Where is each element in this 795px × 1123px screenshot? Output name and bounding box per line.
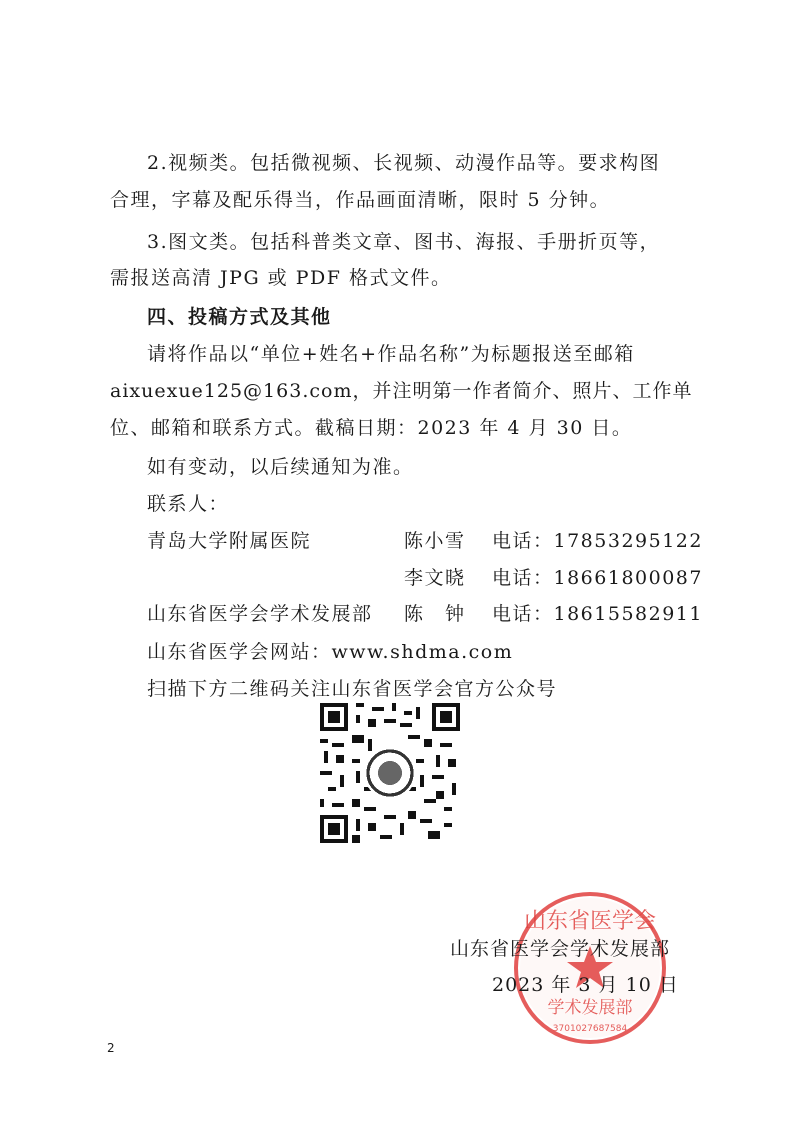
notice-line: 如有变动，以后续通知为准。 — [147, 456, 414, 478]
contact-name: 陈小雪 — [404, 530, 466, 552]
contact-name: 陈 钟 — [404, 603, 466, 625]
submission-line-1: 请将作品以“单位+姓名+作品名称”为标题报送至邮箱 — [147, 343, 635, 365]
page-number: 2 — [107, 1041, 115, 1055]
section-heading: 四、投稿方式及其他 — [147, 306, 332, 328]
contact-phone: 电话：17853295122 — [492, 530, 703, 552]
qr-caption: 扫描下方二维码关注山东省医学会官方公众号 — [147, 678, 558, 700]
signature-org: 山东省医学会学术发展部 — [450, 938, 671, 960]
seal-code: 3701027687584 — [552, 1024, 628, 1034]
contact-org: 青岛大学附属医院 — [147, 530, 312, 552]
contact-phone: 电话：18661800087 — [492, 567, 703, 589]
signature-date: 2023 年 3 月 10 日 — [492, 974, 679, 996]
seal-bottom-text: 学术发展部 — [547, 998, 633, 1018]
contact-label: 联系人： — [147, 493, 230, 515]
contact-org: 山东省医学会学术发展部 — [147, 603, 373, 625]
contact-name: 李文晓 — [404, 567, 466, 589]
website-line: 山东省医学会网站：www.shdma.com — [147, 641, 514, 663]
seal-top-text: 山东省医学会 — [523, 909, 657, 934]
contact-phone: 电话：18615582911 — [492, 603, 703, 625]
submission-line-3: 位、邮箱和联系方式。截稿日期：2023 年 4 月 30 日。 — [110, 417, 633, 439]
submission-line-2: aixuexue125@163.com，并注明第一作者简介、照片、工作单 — [110, 380, 693, 402]
paragraph-video-line-2: 合理，字幕及配乐得当，作品画面清晰，限时 5 分钟。 — [110, 189, 611, 211]
qr-code-image — [320, 703, 460, 843]
paragraph-video-line-1: 2.视频类。包括微视频、长视频、动漫作品等。要求构图 — [147, 152, 661, 174]
paragraph-graphic-line-1: 3.图文类。包括科普类文章、图书、海报、手册折页等， — [147, 231, 661, 253]
official-seal — [510, 888, 670, 1048]
paragraph-graphic-line-2: 需报送高清 JPG 或 PDF 格式文件。 — [110, 267, 452, 289]
